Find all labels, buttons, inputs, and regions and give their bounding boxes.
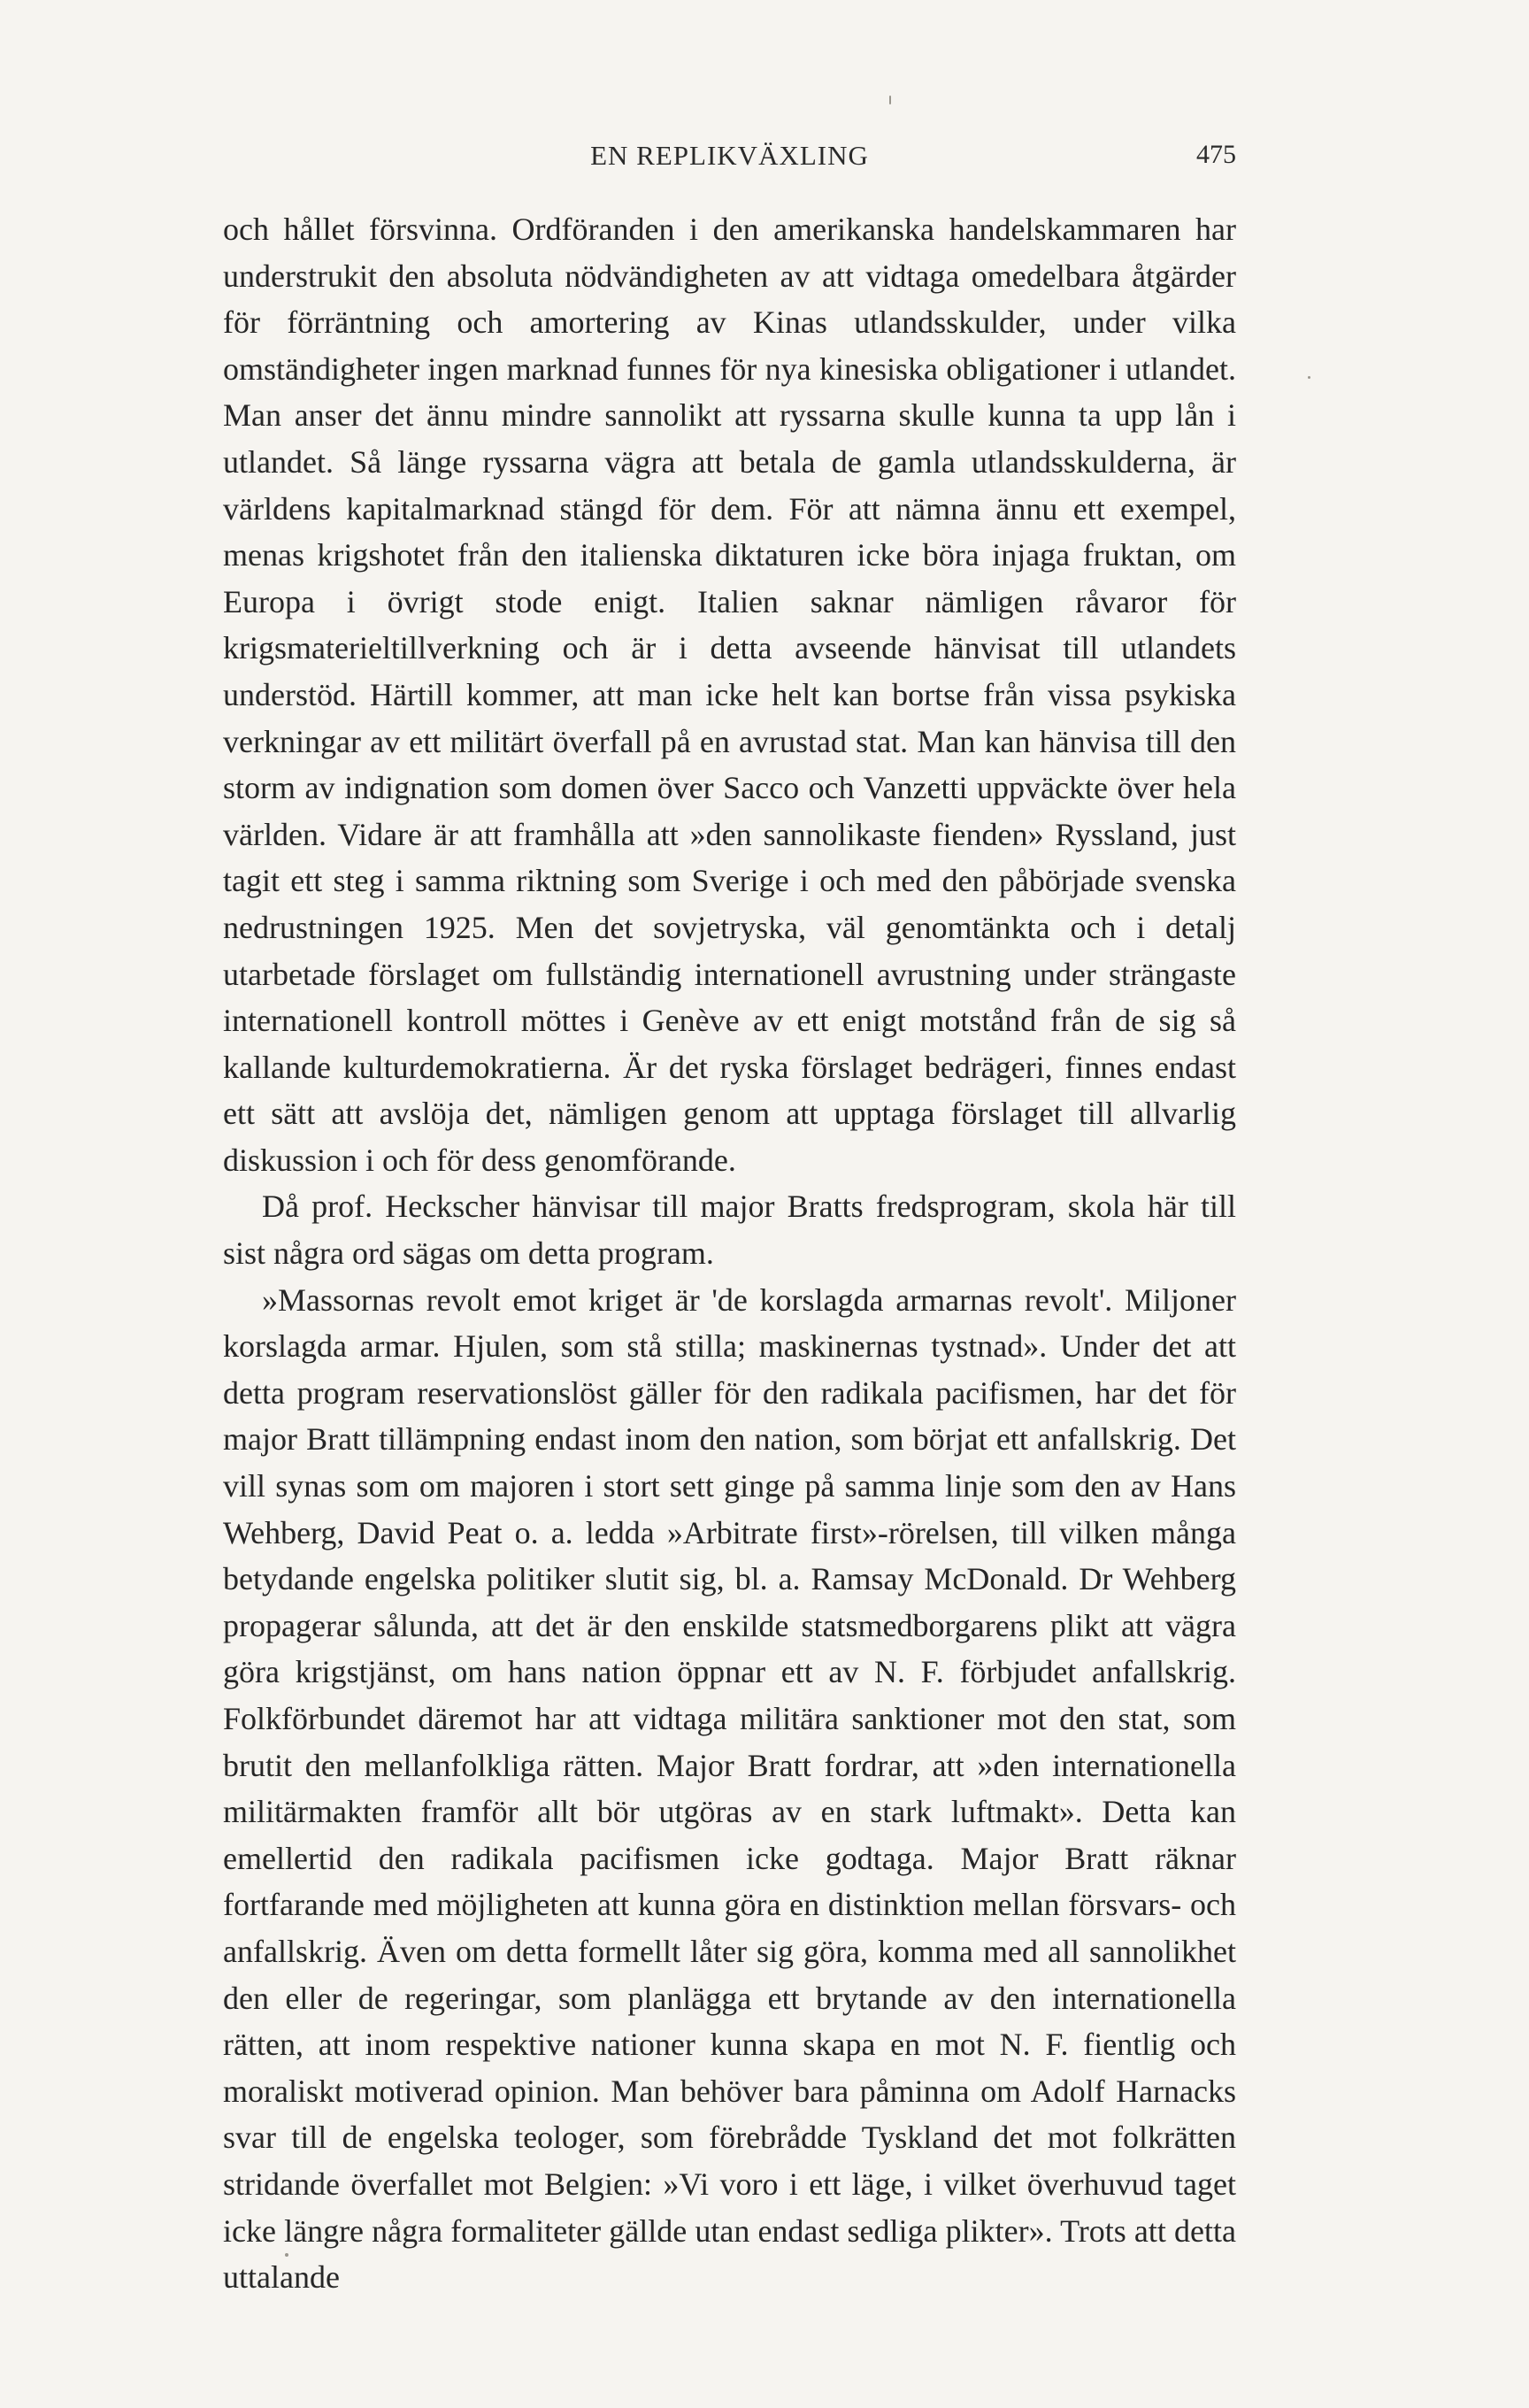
running-head: EN REPLIKVÄXLING — [590, 140, 869, 171]
paper-speck — [889, 96, 891, 104]
paper-speck — [285, 2253, 288, 2257]
paragraph: och hållet försvinna. Ordföranden i den amerikanska handelskammaren har understrukit den absoluta nödvändigheten av att vidtaga omedelbara åtgärder för förräntning och amortering av Kinas utlandsskulder, under vilka omständigheter ingen marknad funnes för nya kinesiska obligationer i utlandet. Man anser det ännu mindre sannolikt att ryssarna skulle kunna ta upp lån i utlandet. Så länge ryssarna vägra att betala de gamla utlandsskulderna, är världens kapitalmarknad stängd för dem. För att nämna ännu ett exempel, menas krigshotet från den italienska diktaturen icke böra injaga fruktan, om Europa i övrigt stode enigt. Italien saknar nämligen råvaror för krigsmaterieltillverkning och är i detta avseende hänvisat till utlandets understöd. Härtill kommer, att man icke helt kan bortse från vissa psykiska verkningar av ett militärt överfall på en avrustad stat. Man kan hänvisa till den storm av indignation som domen över Sacco och Vanzetti uppväckte över hela världen. Vidare är att framhålla att »den sannolikaste fienden» Ryssland, just tagit ett steg i samma riktning som Sverige i och med den påbörjade svenska nedrustningen 1925. Men det sovjetryska, väl genomtänkta och i detalj utarbetade förslaget om fullständig internationell avrustning under strängaste internationell kontroll möttes i Genève av ett enigt motstånd från de sig så kallande kulturdemokratierna. Är det ryska förslaget bedrägeri, finnes endast ett sätt att avslöja det, nämligen genom att upptaga förslaget till allvarlig diskussion i och för dess genomförande. — [223, 212, 1236, 1178]
page-number: 475 — [1196, 140, 1236, 169]
paragraph: »Massornas revolt emot kriget är 'de korslagda armarnas revolt'. Miljoner korslagda armar. Hjulen, som stå stilla; maskinernas tystnad». Under det att detta program reservationslöst gäller för den radikala pacifismen, har det för major Bratt tillämpning endast inom den nation, som börjat ett anfallskrig. Det vill synas som om majoren i stort sett ginge på samma linje som den av Hans Wehberg, David Peat o. a. ledda »Arbitrate first»-rörelsen, till vilken många betydande engelska politiker slutit sig, bl. a. Ramsay McDonald. Dr Wehberg propagerar sålunda, att det är den enskilde statsmedborgarens plikt att vägra göra krigstjänst, om hans nation öppnar ett av N. F. förbjudet anfallskrig. Folkförbundet däremot har att vidtaga militära sanktioner mot den stat, som brutit den mellanfolkliga rätten. Major Bratt fordrar, att »den internationella militärmakten framför allt bör utgöras av en stark luftmakt». Detta kan emellertid den radikala pacifismen icke godtaga. Major Bratt räknar fortfarande med möjligheten att kunna göra en distinktion mellan försvars- och anfallskrig. Även om detta formellt låter sig göra, komma med all sannolikhet den eller de regeringar, som planlägga ett brytande av den internationella rätten, att inom respektive nationer kunna skapa en mot N. F. fientlig och moraliskt motiverad opinion. Man behöver bara påminna om Adolf Harnacks svar till de engelska teologer, som förebrådde Tyskland det mot folkrätten stridande överfallet mot Belgien: »Vi voro i ett läge, i vilket överhuvud taget icke längre några formaliteter gällde utan endast sedliga plikter». Trots att detta uttalande — [223, 1281, 1236, 2296]
body-text — [223, 206, 1236, 2301]
paragraph: Då prof. Heckscher hänvisar till major Bratts fredsprogram, skola här till sist några ord sägas om detta program. — [223, 1189, 1236, 1272]
page-header — [223, 140, 1236, 182]
paper-speck — [1308, 376, 1310, 379]
